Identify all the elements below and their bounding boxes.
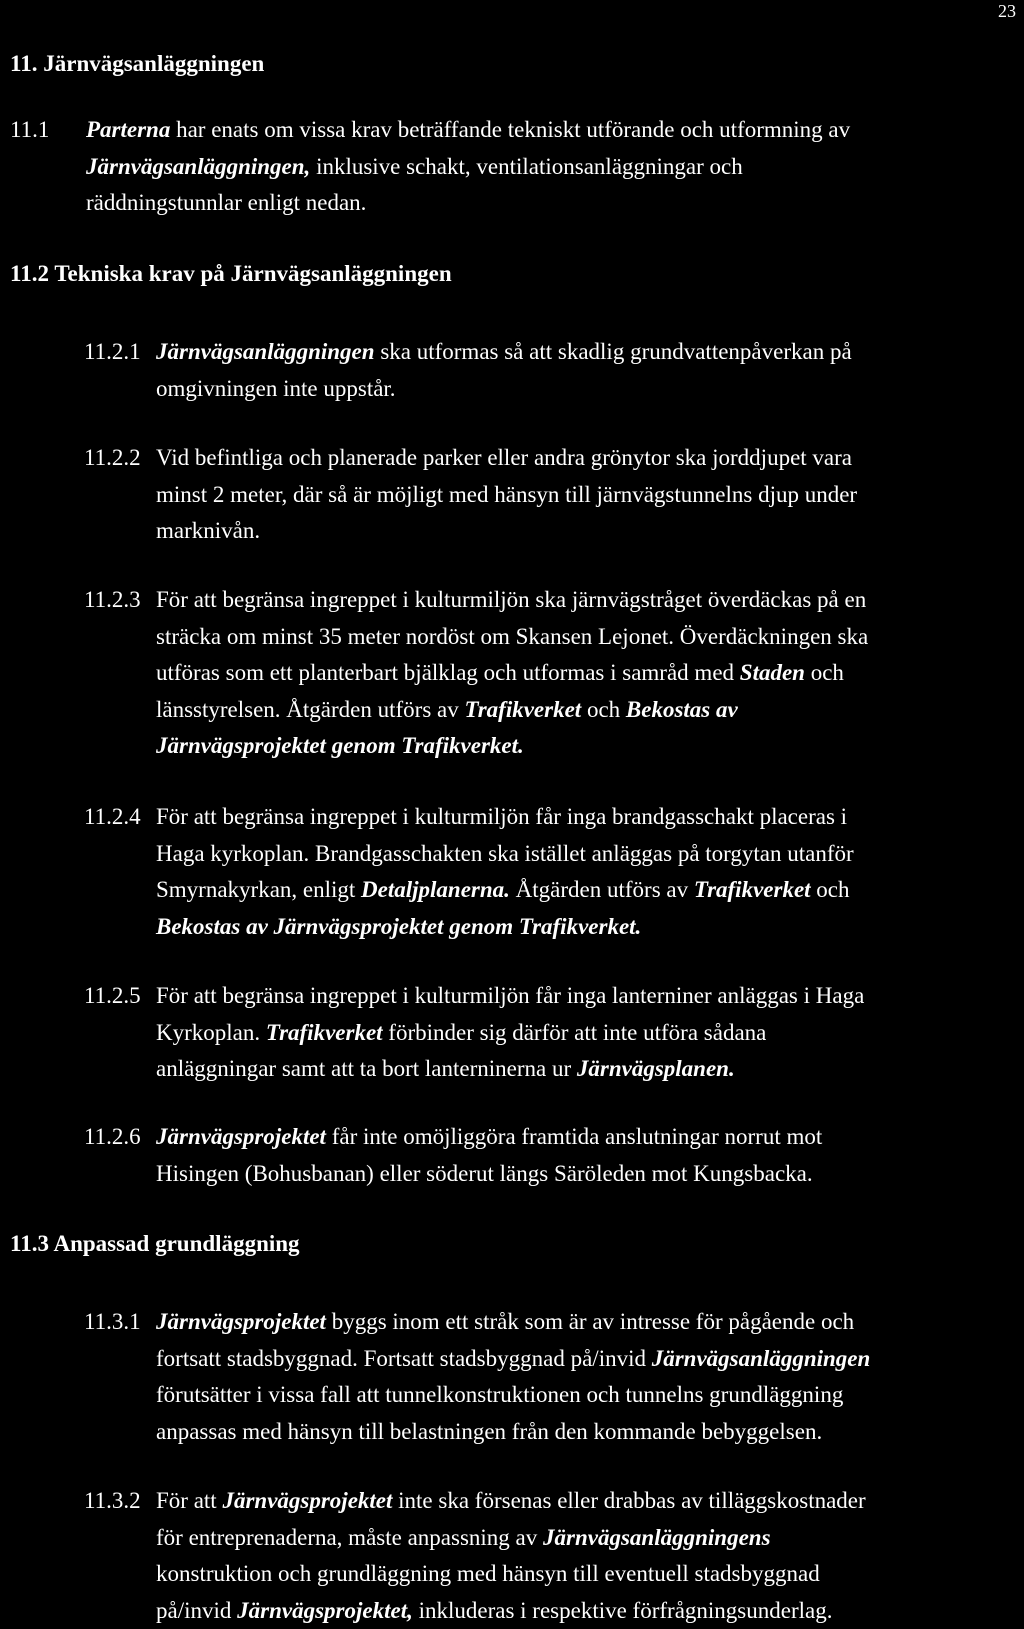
text-run: inklusive schakt, ventilationsanläggningar och <box>310 154 742 179</box>
text-line <box>156 513 1006 550</box>
text-run: Åtgärden utförs av <box>510 877 694 902</box>
text-run: länsstyrelsen. Åtgärden utförs av <box>156 697 465 722</box>
defined-term: Järnvägsanläggningen <box>652 1346 871 1371</box>
text-run: får inte omöjliggöra framtida anslutningar norrut mot <box>326 1124 822 1149</box>
text-run: och <box>805 660 844 685</box>
text-run: och <box>581 697 626 722</box>
clause-body <box>156 334 1006 407</box>
defined-term: Parterna <box>86 117 170 142</box>
text-line <box>156 1593 1006 1629</box>
defined-term: Järnvägsprojektet <box>222 1488 392 1513</box>
clause-11-3-1 <box>156 1304 1006 1450</box>
clause-number: 11.2.4 <box>84 799 141 836</box>
clause-11-2-6 <box>156 1119 1006 1192</box>
paragraph-number: 11.1 <box>10 112 49 149</box>
text-run: omgivningen inte uppstår. <box>156 376 396 401</box>
defined-term: Bekostas av Järnvägsprojektet genom Trafikverket. <box>156 914 641 939</box>
text-run: För att begränsa ingreppet i kulturmiljön får inga lanterniner anläggas i Haga <box>156 983 864 1008</box>
text-line <box>156 477 1006 514</box>
defined-term: Järnvägsanläggningen, <box>86 154 310 179</box>
clause-body <box>156 1119 1006 1192</box>
text-line <box>156 1520 1006 1557</box>
text-run: förutsätter i vissa fall att tunnelkonstruktionen och tunnelns grundläggning <box>156 1382 843 1407</box>
page-number: 23 <box>998 0 1016 22</box>
paragraph-11-1 <box>86 112 1016 222</box>
subsection-heading-11-2: 11.2 Tekniska krav på Järnvägsanläggningen <box>10 256 452 292</box>
clause-number: 11.2.1 <box>84 334 141 371</box>
text-line <box>156 1156 1006 1193</box>
text-run: anpassas med hänsyn till belastningen från den kommande bebyggelsen. <box>156 1419 822 1444</box>
text-run: För att begränsa ingreppet i kulturmiljön får inga brandgasschakt placeras i <box>156 804 847 829</box>
text-line <box>156 1051 1006 1088</box>
text-line <box>86 185 1016 222</box>
text-run: sträcka om minst 35 meter nordöst om Skansen Lejonet. Överdäckningen ska <box>156 624 868 649</box>
defined-term: Järnvägsprojektet, <box>237 1598 413 1623</box>
text-line <box>156 872 1006 909</box>
text-run: Haga kyrkoplan. Brandgasschakten ska istället anläggas på torgytan utanför <box>156 841 854 866</box>
text-run: konstruktion och grundläggning med hänsyn till eventuell stadsbyggnad <box>156 1561 820 1586</box>
text-line <box>156 619 1006 656</box>
defined-term: Staden <box>740 660 805 685</box>
text-line <box>156 1483 1006 1520</box>
text-run: För att begränsa ingreppet i kulturmiljön ska järnvägstråget överdäckas på en <box>156 587 866 612</box>
text-run: fortsatt stadsbyggnad. Fortsatt stadsbyggnad på/invid <box>156 1346 652 1371</box>
clause-11-2-2 <box>156 440 1006 550</box>
text-line <box>156 909 1006 946</box>
text-run: Vid befintliga och planerade parker eller andra grönytor ska jorddjupet vara <box>156 445 852 470</box>
defined-term: Bekostas av <box>626 697 738 722</box>
clause-body <box>156 799 1006 945</box>
defined-term: Detaljplanerna. <box>361 877 510 902</box>
text-run: räddningstunnlar enligt nedan. <box>86 190 366 215</box>
text-line <box>156 692 1006 729</box>
text-run: ska utformas så att skadlig grundvattenpåverkan på <box>375 339 852 364</box>
clause-number: 11.3.2 <box>84 1483 141 1520</box>
clause-body <box>156 1304 1006 1450</box>
clause-11-2-1 <box>156 334 1006 407</box>
clause-11-3-2 <box>156 1483 1006 1629</box>
text-run: utföras som ett planterbart bjälklag och utformas i samråd med <box>156 660 740 685</box>
text-run: För att <box>156 1488 222 1513</box>
text-run: Hisingen (Bohusbanan) eller söderut längs Säröleden mot Kungsbacka. <box>156 1161 813 1186</box>
paragraph-body <box>86 112 1016 222</box>
defined-term: Järnvägsprojektet <box>156 1309 326 1334</box>
defined-term: Järnvägsanläggningens <box>543 1525 771 1550</box>
text-line <box>156 728 1006 765</box>
text-line <box>156 799 1006 836</box>
clause-number: 11.2.6 <box>84 1119 141 1156</box>
subsection-heading-11-3: 11.3 Anpassad grundläggning <box>10 1226 300 1262</box>
text-line <box>156 1377 1006 1414</box>
text-line <box>156 1119 1006 1156</box>
text-line <box>156 334 1006 371</box>
clause-body <box>156 582 1006 765</box>
text-run: byggs inom ett stråk som är av intresse för pågående och <box>326 1309 854 1334</box>
text-line <box>86 112 1016 149</box>
defined-term: Järnvägsplanen. <box>577 1056 735 1081</box>
clause-body <box>156 1483 1006 1629</box>
text-line <box>156 1341 1006 1378</box>
text-run: marknivån. <box>156 518 260 543</box>
text-run: minst 2 meter, där så är möjligt med hänsyn till järnvägstunnelns djup under <box>156 482 857 507</box>
clause-number: 11.2.2 <box>84 440 141 477</box>
clause-body <box>156 978 1006 1088</box>
text-run: har enats om vissa krav beträffande tekniskt utförande och utformning av <box>170 117 850 142</box>
clause-11-2-5 <box>156 978 1006 1088</box>
text-line <box>156 978 1006 1015</box>
defined-term: Järnvägsanläggningen <box>156 339 375 364</box>
text-line <box>156 371 1006 408</box>
text-line <box>156 1414 1006 1451</box>
clause-11-2-3 <box>156 582 1006 765</box>
text-run: inkluderas i respektive förfrågningsunderlag. <box>413 1598 833 1623</box>
text-line <box>156 1556 1006 1593</box>
text-line <box>86 149 1016 186</box>
text-line <box>156 1015 1006 1052</box>
defined-term: Järnvägsprojektet genom Trafikverket. <box>156 733 524 758</box>
defined-term: Järnvägsprojektet <box>156 1124 326 1149</box>
text-run: förbinder sig därför att inte utföra sådana <box>383 1020 767 1045</box>
clause-body <box>156 440 1006 550</box>
text-line <box>156 655 1006 692</box>
text-run: anläggningar samt att ta bort lanterninerna ur <box>156 1056 577 1081</box>
text-line <box>156 582 1006 619</box>
defined-term: Trafikverket <box>465 697 582 722</box>
text-run: för entreprenaderna, måste anpassning av <box>156 1525 543 1550</box>
text-run: och <box>811 877 850 902</box>
text-line <box>156 836 1006 873</box>
section-heading: 11. Järnvägsanläggningen <box>10 46 264 82</box>
text-line <box>156 440 1006 477</box>
defined-term: Trafikverket <box>266 1020 383 1045</box>
text-run: Kyrkoplan. <box>156 1020 266 1045</box>
clause-number: 11.2.3 <box>84 582 141 619</box>
text-line <box>156 1304 1006 1341</box>
text-run: på/invid <box>156 1598 237 1623</box>
text-run: inte ska försenas eller drabbas av tilläggskostnader <box>392 1488 865 1513</box>
text-run: Smyrnakyrkan, enligt <box>156 877 361 902</box>
clause-number: 11.3.1 <box>84 1304 141 1341</box>
defined-term: Trafikverket <box>694 877 811 902</box>
clause-number: 11.2.5 <box>84 978 141 1015</box>
clause-11-2-4 <box>156 799 1006 945</box>
